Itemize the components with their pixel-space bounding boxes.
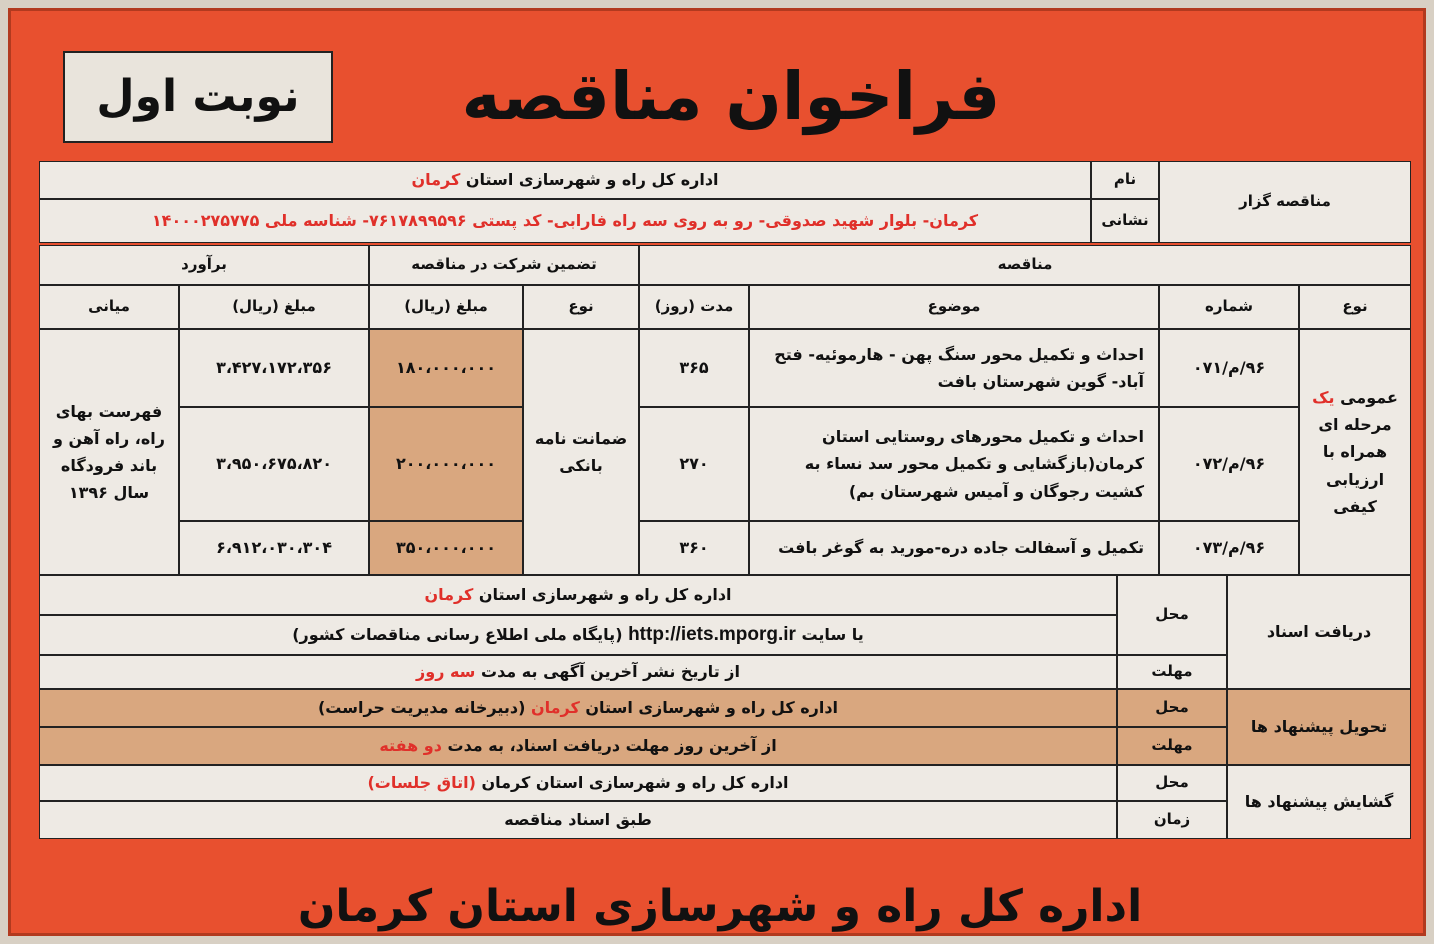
row-1-subject: احداث و تکمیل محور سنگ پهن - هارموئیه- فتح آباد- گوین شهرستان بافت [749, 329, 1159, 407]
documents-place-label: محل [1117, 575, 1227, 655]
row-3-duration: ۳۶۰ [639, 521, 749, 575]
notice-frame [8, 8, 1426, 936]
submission-place-label: محل [1117, 689, 1227, 727]
row-2-number: ۹۶/م/۰۷۲ [1159, 407, 1299, 521]
organizer-name: اداره کل راه و شهرسازی استان کرمان [39, 161, 1091, 199]
col-estimate-amount: مبلغ (ریال) [179, 285, 369, 329]
guarantee-type: ضمانت نامه بانکی [523, 329, 639, 575]
row-3-guarantee: ۳۵۰،۰۰۰،۰۰۰ [369, 521, 523, 575]
organizer-address: کرمان- بلوار شهید صدوقی- رو به روی سه راه فارابی- کد پستی ۷۶۱۷۸۹۹۵۹۶- شناسه ملی ۱۴۰۰۰۲۷۵۷۷۵ [39, 199, 1091, 243]
opening-time-label: زمان [1117, 801, 1227, 839]
row-3-estimate: ۶،۹۱۲،۰۳۰،۳۰۴ [179, 521, 369, 575]
row-2-subject: احداث و تکمیل محورهای روستایی استان کرمان(بازگشایی و تکمیل محور سد نساء به کشیت رجوگان و آمیس شهرستان بم) [749, 407, 1159, 521]
col-number: شماره [1159, 285, 1299, 329]
documents-deadline-label: مهلت [1117, 655, 1227, 689]
row-1-estimate: ۳،۴۲۷،۱۷۲،۳۵۶ [179, 329, 369, 407]
tender-table [39, 161, 1411, 865]
name-label: نام [1091, 161, 1159, 199]
submission-deadline: از آخرین روز مهلت دریافت اسناد، به مدت دو هفته [39, 727, 1117, 765]
estimate-group-header: برآورد [39, 245, 369, 285]
row-2-duration: ۲۷۰ [639, 407, 749, 521]
opening-place-label: محل [1117, 765, 1227, 801]
opening-place: اداره کل راه و شهرسازی استان کرمان (اتاق جلسات) [39, 765, 1117, 801]
col-type: نوع [1299, 285, 1411, 329]
documents-place-line2: یا سایت http://iets.mporg.ir (پایگاه ملی اطلاع رسانی مناقصات کشور) [39, 615, 1117, 655]
documents-deadline: از تاریخ نشر آخرین آگهی به مدت سه روز [39, 655, 1117, 689]
price-list-basis: فهرست بهای راه، راه آهن و باند فرودگاه سال ۱۳۹۶ [39, 329, 179, 575]
submission-label: تحویل پیشنهاد ها [1227, 689, 1411, 765]
documents-label: دریافت اسناد [1227, 575, 1411, 689]
col-basis: میانی [39, 285, 179, 329]
col-duration: مدت (روز) [639, 285, 749, 329]
col-guarantee-type: نوع [523, 285, 639, 329]
col-guarantee-amount: مبلغ (ریال) [369, 285, 523, 329]
guarantee-group-header: تضمین شرکت در مناقصه [369, 245, 639, 285]
footer-organization: اداره کل راه و شهرسازی استان کرمان [297, 881, 1143, 932]
row-2-guarantee: ۲۰۰،۰۰۰،۰۰۰ [369, 407, 523, 521]
organizer-label: مناقصه گزار [1159, 161, 1411, 243]
row-1-duration: ۳۶۵ [639, 329, 749, 407]
row-1-number: ۹۶/م/۰۷۱ [1159, 329, 1299, 407]
notice-title: فراخوان مناقصه [461, 58, 1001, 135]
round-badge: نوبت اول [63, 51, 333, 143]
tender-type: عمومی یک مرحله ای همراه با ارزیابی کیفی [1299, 329, 1411, 575]
opening-label: گشایش پیشنهاد ها [1227, 765, 1411, 839]
row-3-number: ۹۶/م/۰۷۳ [1159, 521, 1299, 575]
tender-group-header: مناقصه [639, 245, 1411, 285]
row-3-subject: تکمیل و آسفالت جاده دره-مورید به گوغر بافت [749, 521, 1159, 575]
submission-deadline-label: مهلت [1117, 727, 1227, 765]
col-subject: موضوع [749, 285, 1159, 329]
opening-time: طبق اسناد مناقصه [39, 801, 1117, 839]
tender-website-link[interactable]: http://iets.mporg.ir [628, 624, 796, 645]
row-2-estimate: ۳،۹۵۰،۶۷۵،۸۲۰ [179, 407, 369, 521]
documents-place-line1: اداره کل راه و شهرسازی استان کرمان [39, 575, 1117, 615]
row-1-guarantee: ۱۸۰،۰۰۰،۰۰۰ [369, 329, 523, 407]
address-label: نشانی [1091, 199, 1159, 243]
submission-place: اداره کل راه و شهرسازی استان کرمان (دبیرخانه مدیریت حراست) [39, 689, 1117, 727]
